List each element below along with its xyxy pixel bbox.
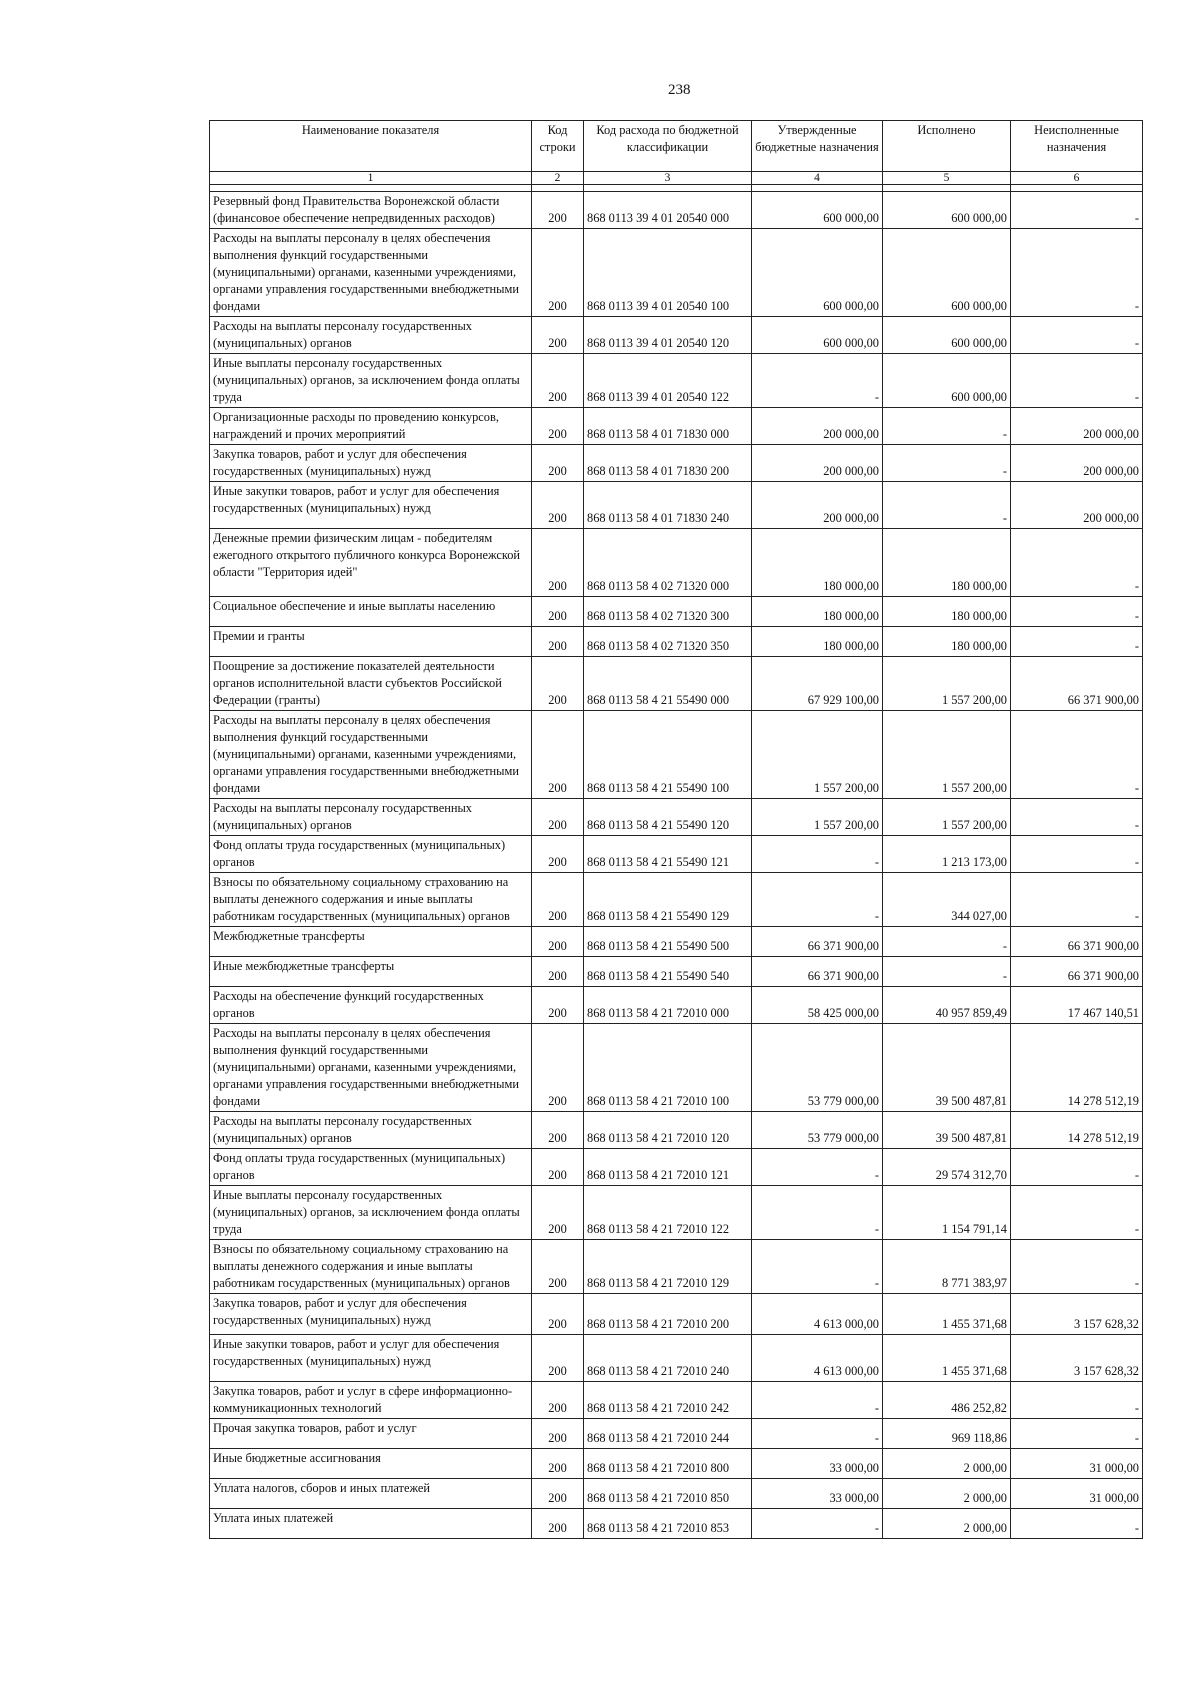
- indicator-name-cell: Взносы по обязательному социальному страхованию на выплаты денежного содержания и иные выплаты работникам государственных (муниципальных) органов: [210, 873, 532, 927]
- unexecuted-amount-cell: 3 157 628,32: [1011, 1294, 1143, 1335]
- budget-code-cell: 868 0113 58 4 21 72010 000: [584, 987, 752, 1024]
- page-number: 238: [668, 82, 691, 98]
- table-row: [210, 1240, 1143, 1294]
- table-row: [210, 927, 1143, 957]
- budget-code-cell: 868 0113 58 4 21 72010 850: [584, 1479, 752, 1509]
- line-code-cell: 200: [532, 1294, 584, 1335]
- unexecuted-amount-cell: 200 000,00: [1011, 482, 1143, 529]
- indicator-name-cell: Расходы на выплаты персоналу государственных (муниципальных) органов: [210, 1112, 532, 1149]
- table-row: [210, 627, 1143, 657]
- unexecuted-amount-cell: 66 371 900,00: [1011, 657, 1143, 711]
- executed-amount-cell: 2 000,00: [883, 1479, 1011, 1509]
- table-row: [210, 1112, 1143, 1149]
- line-code-cell: 200: [532, 657, 584, 711]
- budget-code-cell: 868 0113 58 4 21 55490 000: [584, 657, 752, 711]
- indicator-name-cell: Премии и гранты: [210, 627, 532, 657]
- unexecuted-amount-cell: -: [1011, 354, 1143, 408]
- line-code-cell: 200: [532, 1112, 584, 1149]
- approved-amount-cell: 1 557 200,00: [752, 799, 883, 836]
- column-number: 3: [584, 172, 752, 185]
- budget-code-cell: 868 0113 39 4 01 20540 122: [584, 354, 752, 408]
- line-code-cell: 200: [532, 711, 584, 799]
- executed-amount-cell: 600 000,00: [883, 229, 1011, 317]
- approved-amount-cell: -: [752, 836, 883, 873]
- indicator-name-cell: Социальное обеспечение и иные выплаты населению: [210, 597, 532, 627]
- executed-amount-cell: 2 000,00: [883, 1449, 1011, 1479]
- budget-code-cell: 868 0113 58 4 21 72010 120: [584, 1112, 752, 1149]
- unexecuted-amount-cell: 200 000,00: [1011, 408, 1143, 445]
- unexecuted-amount-cell: -: [1011, 799, 1143, 836]
- approved-amount-cell: 600 000,00: [752, 229, 883, 317]
- approved-amount-cell: -: [752, 873, 883, 927]
- approved-amount-cell: 4 613 000,00: [752, 1294, 883, 1335]
- approved-amount-cell: -: [752, 1149, 883, 1186]
- unexecuted-amount-cell: 14 278 512,19: [1011, 1024, 1143, 1112]
- unexecuted-amount-cell: 3 157 628,32: [1011, 1335, 1143, 1382]
- indicator-name-cell: Резервный фонд Правительства Воронежской области (финансовое обеспечение непредвиденных расходов): [210, 192, 532, 229]
- table-row: [210, 1479, 1143, 1509]
- indicator-name-cell: Фонд оплаты труда государственных (муниципальных) органов: [210, 1149, 532, 1186]
- indicator-name-cell: Взносы по обязательному социальному страхованию на выплаты денежного содержания и иные выплаты работникам государственных (муниципальных) органов: [210, 1240, 532, 1294]
- unexecuted-amount-cell: 66 371 900,00: [1011, 957, 1143, 987]
- indicator-name-cell: Иные выплаты персоналу государственных (муниципальных) органов, за исключением фонда оплаты труда: [210, 1186, 532, 1240]
- indicator-name-cell: Денежные премии физическим лицам - победителям ежегодного открытого публичного конкурса Воронежской области "Территория идей": [210, 529, 532, 597]
- unexecuted-amount-cell: -: [1011, 627, 1143, 657]
- indicator-name-cell: Расходы на выплаты персоналу в целях обеспечения выполнения функций государственными (муниципальными) органами, казенными учреждениями, органами управления государственными внебюджетными фондами: [210, 229, 532, 317]
- executed-amount-cell: 39 500 487,81: [883, 1024, 1011, 1112]
- table-row: [210, 408, 1143, 445]
- column-number: 1: [210, 172, 532, 185]
- executed-amount-cell: -: [883, 482, 1011, 529]
- header-indicator-name: Наименование показателя: [210, 121, 532, 172]
- table-row: [210, 1024, 1143, 1112]
- unexecuted-amount-cell: -: [1011, 836, 1143, 873]
- line-code-cell: 200: [532, 1240, 584, 1294]
- table-row: [210, 597, 1143, 627]
- executed-amount-cell: 180 000,00: [883, 597, 1011, 627]
- budget-code-cell: 868 0113 58 4 21 72010 200: [584, 1294, 752, 1335]
- table-row: [210, 657, 1143, 711]
- table-row: [210, 1419, 1143, 1449]
- budget-code-cell: 868 0113 39 4 01 20540 120: [584, 317, 752, 354]
- budget-code-cell: 868 0113 58 4 01 71830 000: [584, 408, 752, 445]
- line-code-cell: 200: [532, 799, 584, 836]
- budget-code-cell: 868 0113 58 4 21 72010 129: [584, 1240, 752, 1294]
- budget-code-cell: 868 0113 58 4 02 71320 300: [584, 597, 752, 627]
- unexecuted-amount-cell: 31 000,00: [1011, 1479, 1143, 1509]
- approved-amount-cell: 600 000,00: [752, 317, 883, 354]
- indicator-name-cell: Прочая закупка товаров, работ и услуг: [210, 1419, 532, 1449]
- line-code-cell: 200: [532, 1024, 584, 1112]
- budget-code-cell: 868 0113 39 4 01 20540 000: [584, 192, 752, 229]
- executed-amount-cell: 2 000,00: [883, 1509, 1011, 1539]
- executed-amount-cell: 1 557 200,00: [883, 799, 1011, 836]
- budget-code-cell: 868 0113 58 4 21 55490 120: [584, 799, 752, 836]
- approved-amount-cell: 66 371 900,00: [752, 957, 883, 987]
- header-line-code: Код строки: [532, 121, 584, 172]
- column-number: 4: [752, 172, 883, 185]
- header-executed: Исполнено: [883, 121, 1011, 172]
- indicator-name-cell: Организационные расходы по проведению конкурсов, награждений и прочих мероприятий: [210, 408, 532, 445]
- approved-amount-cell: 180 000,00: [752, 529, 883, 597]
- executed-amount-cell: 1 213 173,00: [883, 836, 1011, 873]
- approved-amount-cell: 4 613 000,00: [752, 1335, 883, 1382]
- indicator-name-cell: Межбюджетные трансферты: [210, 927, 532, 957]
- indicator-name-cell: Закупка товаров, работ и услуг в сфере информационно-коммуникационных технологий: [210, 1382, 532, 1419]
- indicator-name-cell: Закупка товаров, работ и услуг для обеспечения государственных (муниципальных) нужд: [210, 445, 532, 482]
- line-code-cell: 200: [532, 1335, 584, 1382]
- line-code-cell: 200: [532, 317, 584, 354]
- indicator-name-cell: Расходы на выплаты персоналу государственных (муниципальных) органов: [210, 799, 532, 836]
- budget-code-cell: 868 0113 58 4 21 72010 244: [584, 1419, 752, 1449]
- budget-code-cell: 868 0113 58 4 21 72010 240: [584, 1335, 752, 1382]
- approved-amount-cell: 200 000,00: [752, 408, 883, 445]
- unexecuted-amount-cell: 14 278 512,19: [1011, 1112, 1143, 1149]
- indicator-name-cell: Расходы на выплаты персоналу государственных (муниципальных) органов: [210, 317, 532, 354]
- approved-amount-cell: 58 425 000,00: [752, 987, 883, 1024]
- executed-amount-cell: 344 027,00: [883, 873, 1011, 927]
- line-code-cell: 200: [532, 482, 584, 529]
- unexecuted-amount-cell: -: [1011, 1419, 1143, 1449]
- table-row: [210, 1186, 1143, 1240]
- unexecuted-amount-cell: 17 467 140,51: [1011, 987, 1143, 1024]
- indicator-name-cell: Иные закупки товаров, работ и услуг для обеспечения государственных (муниципальных) нужд: [210, 1335, 532, 1382]
- budget-code-cell: 868 0113 39 4 01 20540 100: [584, 229, 752, 317]
- table-row: [210, 482, 1143, 529]
- approved-amount-cell: 33 000,00: [752, 1449, 883, 1479]
- table-row: [210, 873, 1143, 927]
- unexecuted-amount-cell: -: [1011, 1509, 1143, 1539]
- header-budget-classification-code: Код расхода по бюджетной классификации: [584, 121, 752, 172]
- approved-amount-cell: 600 000,00: [752, 192, 883, 229]
- column-number: 5: [883, 172, 1011, 185]
- line-code-cell: 200: [532, 1382, 584, 1419]
- executed-amount-cell: 40 957 859,49: [883, 987, 1011, 1024]
- line-code-cell: 200: [532, 1479, 584, 1509]
- approved-amount-cell: 1 557 200,00: [752, 711, 883, 799]
- line-code-cell: 200: [532, 987, 584, 1024]
- indicator-name-cell: Закупка товаров, работ и услуг для обеспечения государственных (муниципальных) нужд: [210, 1294, 532, 1335]
- approved-amount-cell: -: [752, 1382, 883, 1419]
- approved-amount-cell: 33 000,00: [752, 1479, 883, 1509]
- table-row: [210, 192, 1143, 229]
- line-code-cell: 200: [532, 445, 584, 482]
- executed-amount-cell: 29 574 312,70: [883, 1149, 1011, 1186]
- indicator-name-cell: Иные межбюджетные трансферты: [210, 957, 532, 987]
- unexecuted-amount-cell: -: [1011, 1186, 1143, 1240]
- approved-amount-cell: 180 000,00: [752, 597, 883, 627]
- approved-amount-cell: 66 371 900,00: [752, 927, 883, 957]
- approved-amount-cell: -: [752, 1240, 883, 1294]
- line-code-cell: 200: [532, 1509, 584, 1539]
- indicator-name-cell: Иные выплаты персоналу государственных (муниципальных) органов, за исключением фонда оплаты труда: [210, 354, 532, 408]
- budget-code-cell: 868 0113 58 4 21 55490 540: [584, 957, 752, 987]
- executed-amount-cell: 600 000,00: [883, 354, 1011, 408]
- table-row: [210, 229, 1143, 317]
- table-row: [210, 354, 1143, 408]
- table-row: [210, 957, 1143, 987]
- executed-amount-cell: -: [883, 957, 1011, 987]
- indicator-name-cell: Расходы на выплаты персоналу в целях обеспечения выполнения функций государственными (муниципальными) органами, казенными учреждениями, органами управления государственными внебюджетными фондами: [210, 1024, 532, 1112]
- budget-code-cell: 868 0113 58 4 21 72010 100: [584, 1024, 752, 1112]
- approved-amount-cell: 200 000,00: [752, 445, 883, 482]
- unexecuted-amount-cell: -: [1011, 529, 1143, 597]
- approved-amount-cell: -: [752, 1509, 883, 1539]
- header-unexecuted-appropriations: Неисполненные назначения: [1011, 121, 1143, 172]
- header-spacer-row: [210, 185, 1143, 192]
- indicator-name-cell: Уплата иных платежей: [210, 1509, 532, 1539]
- budget-code-cell: 868 0113 58 4 21 72010 242: [584, 1382, 752, 1419]
- executed-amount-cell: 1 557 200,00: [883, 657, 1011, 711]
- executed-amount-cell: -: [883, 408, 1011, 445]
- approved-amount-cell: -: [752, 354, 883, 408]
- line-code-cell: 200: [532, 1419, 584, 1449]
- line-code-cell: 200: [532, 354, 584, 408]
- line-code-cell: 200: [532, 1449, 584, 1479]
- executed-amount-cell: 1 154 791,14: [883, 1186, 1011, 1240]
- approved-amount-cell: -: [752, 1186, 883, 1240]
- budget-code-cell: 868 0113 58 4 01 71830 200: [584, 445, 752, 482]
- table-row: [210, 1335, 1143, 1382]
- unexecuted-amount-cell: -: [1011, 1149, 1143, 1186]
- line-code-cell: 200: [532, 1186, 584, 1240]
- budget-code-cell: 868 0113 58 4 21 72010 853: [584, 1509, 752, 1539]
- budget-code-cell: 868 0113 58 4 02 71320 000: [584, 529, 752, 597]
- indicator-name-cell: Иные закупки товаров, работ и услуг для обеспечения государственных (муниципальных) нужд: [210, 482, 532, 529]
- table-row: [210, 987, 1143, 1024]
- budget-execution-table: [209, 120, 1143, 1539]
- line-code-cell: 200: [532, 627, 584, 657]
- executed-amount-cell: 1 557 200,00: [883, 711, 1011, 799]
- indicator-name-cell: Иные бюджетные ассигнования: [210, 1449, 532, 1479]
- executed-amount-cell: -: [883, 445, 1011, 482]
- executed-amount-cell: 1 455 371,68: [883, 1294, 1011, 1335]
- table-row: [210, 1149, 1143, 1186]
- indicator-name-cell: Фонд оплаты труда государственных (муниципальных) органов: [210, 836, 532, 873]
- indicator-name-cell: Расходы на обеспечение функций государственных органов: [210, 987, 532, 1024]
- table-body: [210, 192, 1143, 1539]
- line-code-cell: 200: [532, 597, 584, 627]
- budget-code-cell: 868 0113 58 4 21 55490 500: [584, 927, 752, 957]
- column-number-row: [210, 172, 1143, 185]
- unexecuted-amount-cell: -: [1011, 1240, 1143, 1294]
- line-code-cell: 200: [532, 408, 584, 445]
- table-row: [210, 317, 1143, 354]
- budget-code-cell: 868 0113 58 4 21 72010 121: [584, 1149, 752, 1186]
- line-code-cell: 200: [532, 1149, 584, 1186]
- executed-amount-cell: 180 000,00: [883, 627, 1011, 657]
- budget-code-cell: 868 0113 58 4 01 71830 240: [584, 482, 752, 529]
- column-number: 2: [532, 172, 584, 185]
- executed-amount-cell: 1 455 371,68: [883, 1335, 1011, 1382]
- unexecuted-amount-cell: -: [1011, 597, 1143, 627]
- indicator-name-cell: Поощрение за достижение показателей деятельности органов исполнительной власти субъектов Российской Федерации (гранты): [210, 657, 532, 711]
- table-row: [210, 1294, 1143, 1335]
- line-code-cell: 200: [532, 927, 584, 957]
- unexecuted-amount-cell: 31 000,00: [1011, 1449, 1143, 1479]
- line-code-cell: 200: [532, 229, 584, 317]
- unexecuted-amount-cell: -: [1011, 192, 1143, 229]
- indicator-name-cell: Уплата налогов, сборов и иных платежей: [210, 1479, 532, 1509]
- unexecuted-amount-cell: -: [1011, 229, 1143, 317]
- executed-amount-cell: 180 000,00: [883, 529, 1011, 597]
- executed-amount-cell: -: [883, 927, 1011, 957]
- table-row: [210, 529, 1143, 597]
- line-code-cell: 200: [532, 873, 584, 927]
- table-row: [210, 1382, 1143, 1419]
- table-row: [210, 445, 1143, 482]
- unexecuted-amount-cell: 200 000,00: [1011, 445, 1143, 482]
- unexecuted-amount-cell: -: [1011, 873, 1143, 927]
- unexecuted-amount-cell: -: [1011, 711, 1143, 799]
- executed-amount-cell: 969 118,86: [883, 1419, 1011, 1449]
- table-row: [210, 836, 1143, 873]
- table-row: [210, 1449, 1143, 1479]
- unexecuted-amount-cell: -: [1011, 1382, 1143, 1419]
- indicator-name-cell: Расходы на выплаты персоналу в целях обеспечения выполнения функций государственными (муниципальными) органами, казенными учреждениями, органами управления государственными внебюджетными фондами: [210, 711, 532, 799]
- column-number: 6: [1011, 172, 1143, 185]
- budget-code-cell: 868 0113 58 4 21 55490 129: [584, 873, 752, 927]
- line-code-cell: 200: [532, 192, 584, 229]
- table-row: [210, 799, 1143, 836]
- executed-amount-cell: 600 000,00: [883, 317, 1011, 354]
- executed-amount-cell: 39 500 487,81: [883, 1112, 1011, 1149]
- budget-code-cell: 868 0113 58 4 21 55490 100: [584, 711, 752, 799]
- table-row: [210, 711, 1143, 799]
- budget-code-cell: 868 0113 58 4 02 71320 350: [584, 627, 752, 657]
- approved-amount-cell: 53 779 000,00: [752, 1024, 883, 1112]
- budget-code-cell: 868 0113 58 4 21 72010 122: [584, 1186, 752, 1240]
- line-code-cell: 200: [532, 529, 584, 597]
- executed-amount-cell: 486 252,82: [883, 1382, 1011, 1419]
- unexecuted-amount-cell: 66 371 900,00: [1011, 927, 1143, 957]
- table-header-row: [210, 121, 1143, 172]
- approved-amount-cell: 200 000,00: [752, 482, 883, 529]
- line-code-cell: 200: [532, 957, 584, 987]
- approved-amount-cell: 53 779 000,00: [752, 1112, 883, 1149]
- approved-amount-cell: 180 000,00: [752, 627, 883, 657]
- budget-code-cell: 868 0113 58 4 21 72010 800: [584, 1449, 752, 1479]
- executed-amount-cell: 600 000,00: [883, 192, 1011, 229]
- approved-amount-cell: 67 929 100,00: [752, 657, 883, 711]
- line-code-cell: 200: [532, 836, 584, 873]
- executed-amount-cell: 8 771 383,97: [883, 1240, 1011, 1294]
- table-row: [210, 1509, 1143, 1539]
- approved-amount-cell: -: [752, 1419, 883, 1449]
- budget-code-cell: 868 0113 58 4 21 55490 121: [584, 836, 752, 873]
- header-approved-appropriations: Утвержденные бюджетные назначения: [752, 121, 883, 172]
- unexecuted-amount-cell: -: [1011, 317, 1143, 354]
